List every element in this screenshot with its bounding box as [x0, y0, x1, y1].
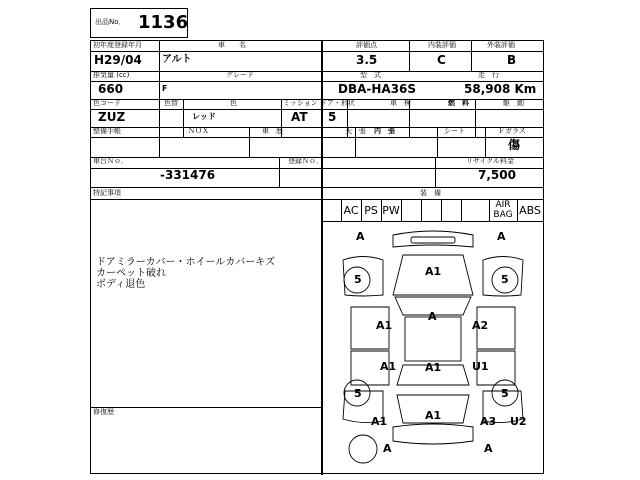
- notes-text: [96, 257, 275, 290]
- front-grille-shape: [411, 237, 455, 243]
- notes-line: カーペット破れ: [96, 268, 166, 279]
- mark-roof: A: [428, 310, 437, 323]
- label-transmission: ミッション: [283, 99, 318, 107]
- value-reg-year: H29/04: [94, 53, 142, 67]
- label-color-code: 色コード: [93, 99, 121, 107]
- value-car-name: アルト: [162, 54, 192, 65]
- equip-ps: PS: [364, 204, 378, 217]
- label-grade: グレード: [226, 71, 254, 79]
- mark-bottom-left: A: [383, 442, 392, 455]
- mark-right-rear-door: U1: [472, 360, 489, 373]
- label-maintenance: 整備手帳: [93, 127, 121, 135]
- car-diagram: [323, 225, 543, 475]
- label-glass: Ｆガラス: [498, 127, 526, 135]
- value-recycle: 7,500: [478, 168, 516, 182]
- mark-front-left: A: [356, 230, 365, 243]
- mark-wheel-fr: 5: [501, 273, 509, 286]
- mark-wheel-rr: 5: [501, 387, 509, 400]
- mark-rear-right-1: A3: [480, 415, 497, 428]
- value-displacement: 660: [98, 82, 124, 96]
- label-drive: 駆 動: [503, 99, 524, 107]
- mark-left-rear-door: A1: [380, 360, 397, 373]
- label-chassis-no: 車台Ｎｏ．: [93, 157, 128, 165]
- lot-number-box: [90, 8, 188, 38]
- label-roof: 天 張: [345, 127, 366, 135]
- mark-wheel-fl: 5: [354, 273, 362, 286]
- equip-abs: ABS: [519, 204, 541, 217]
- label-nox: ＮＯＸ: [188, 127, 209, 135]
- label-color-type: 色替: [164, 99, 178, 107]
- label-color: 色: [230, 99, 237, 107]
- mark-trunk: A1: [425, 409, 442, 422]
- label-reg-year: 初年度登録年月: [93, 41, 142, 49]
- label-displacement: 排気量 (cc): [93, 71, 130, 79]
- value-doors: 5: [328, 110, 337, 124]
- value-model: DBA-HA36S: [338, 82, 417, 96]
- label-recycle: リサイクル料金: [466, 157, 515, 165]
- label-inspection: 車 検: [390, 99, 411, 107]
- spare-wheel-shape: [349, 435, 377, 463]
- mark-rear-right-2: U2: [510, 415, 527, 428]
- notes-line: ボディ退色: [96, 279, 146, 290]
- label-car-name: 車 名: [218, 41, 246, 49]
- value-glass: 傷: [508, 138, 521, 152]
- notes-line: ドアミラーカバー・ホイールカバーキズ: [96, 257, 276, 268]
- mark-hood: A1: [425, 265, 442, 278]
- value-transmission: AT: [291, 110, 308, 124]
- rear-bumper-shape: [393, 424, 473, 444]
- value-score: 3.5: [356, 53, 378, 67]
- label-notes: 特記事項: [93, 189, 121, 197]
- equip-airbag-text: AIR BAG: [493, 200, 513, 220]
- mark-wheel-rl: 5: [354, 387, 362, 400]
- mark-front-right: A: [497, 230, 506, 243]
- label-interior: 内装評価: [428, 41, 456, 49]
- label-exterior: 外装評価: [487, 41, 515, 49]
- mark-left-front-door: A1: [376, 319, 393, 332]
- value-interior: C: [437, 53, 446, 67]
- lot-number: 1136: [138, 12, 189, 33]
- label-doors: ドア・形状: [320, 99, 355, 107]
- front-bumper-shape: [393, 231, 473, 247]
- value-grade: F: [162, 84, 168, 93]
- value-chassis-no: -331476: [160, 168, 216, 182]
- label-interior-trim: 内 張: [374, 127, 395, 135]
- equip-pw: PW: [382, 204, 400, 217]
- label-reg-no: 登録Ｎｏ．: [288, 157, 323, 165]
- label-seat: シート: [444, 127, 465, 135]
- mark-rear-left: A1: [371, 415, 388, 428]
- label-score: 評価点: [356, 41, 377, 49]
- label-fuel: 燃 料: [448, 99, 469, 107]
- value-color-code: ZUZ: [98, 110, 126, 124]
- mark-bottom-right: A: [484, 442, 493, 455]
- label-model: 型 式: [360, 71, 381, 79]
- value-color: レッド: [192, 112, 216, 121]
- value-exterior: B: [507, 53, 517, 67]
- mark-center: A1: [425, 361, 442, 374]
- equip-airbag: [489, 200, 517, 220]
- mark-right-front-door: A2: [472, 319, 489, 332]
- label-history: 車 歴: [262, 127, 283, 135]
- value-mileage: 58,908 Km: [464, 82, 537, 96]
- label-equipment: 装 備: [420, 189, 441, 197]
- equip-ac: AC: [343, 204, 359, 217]
- label-mileage: 走 行: [478, 71, 499, 79]
- lot-label: 出品No．: [95, 18, 126, 26]
- roof-shape: [405, 317, 461, 361]
- label-repair: 修復歴: [93, 408, 114, 416]
